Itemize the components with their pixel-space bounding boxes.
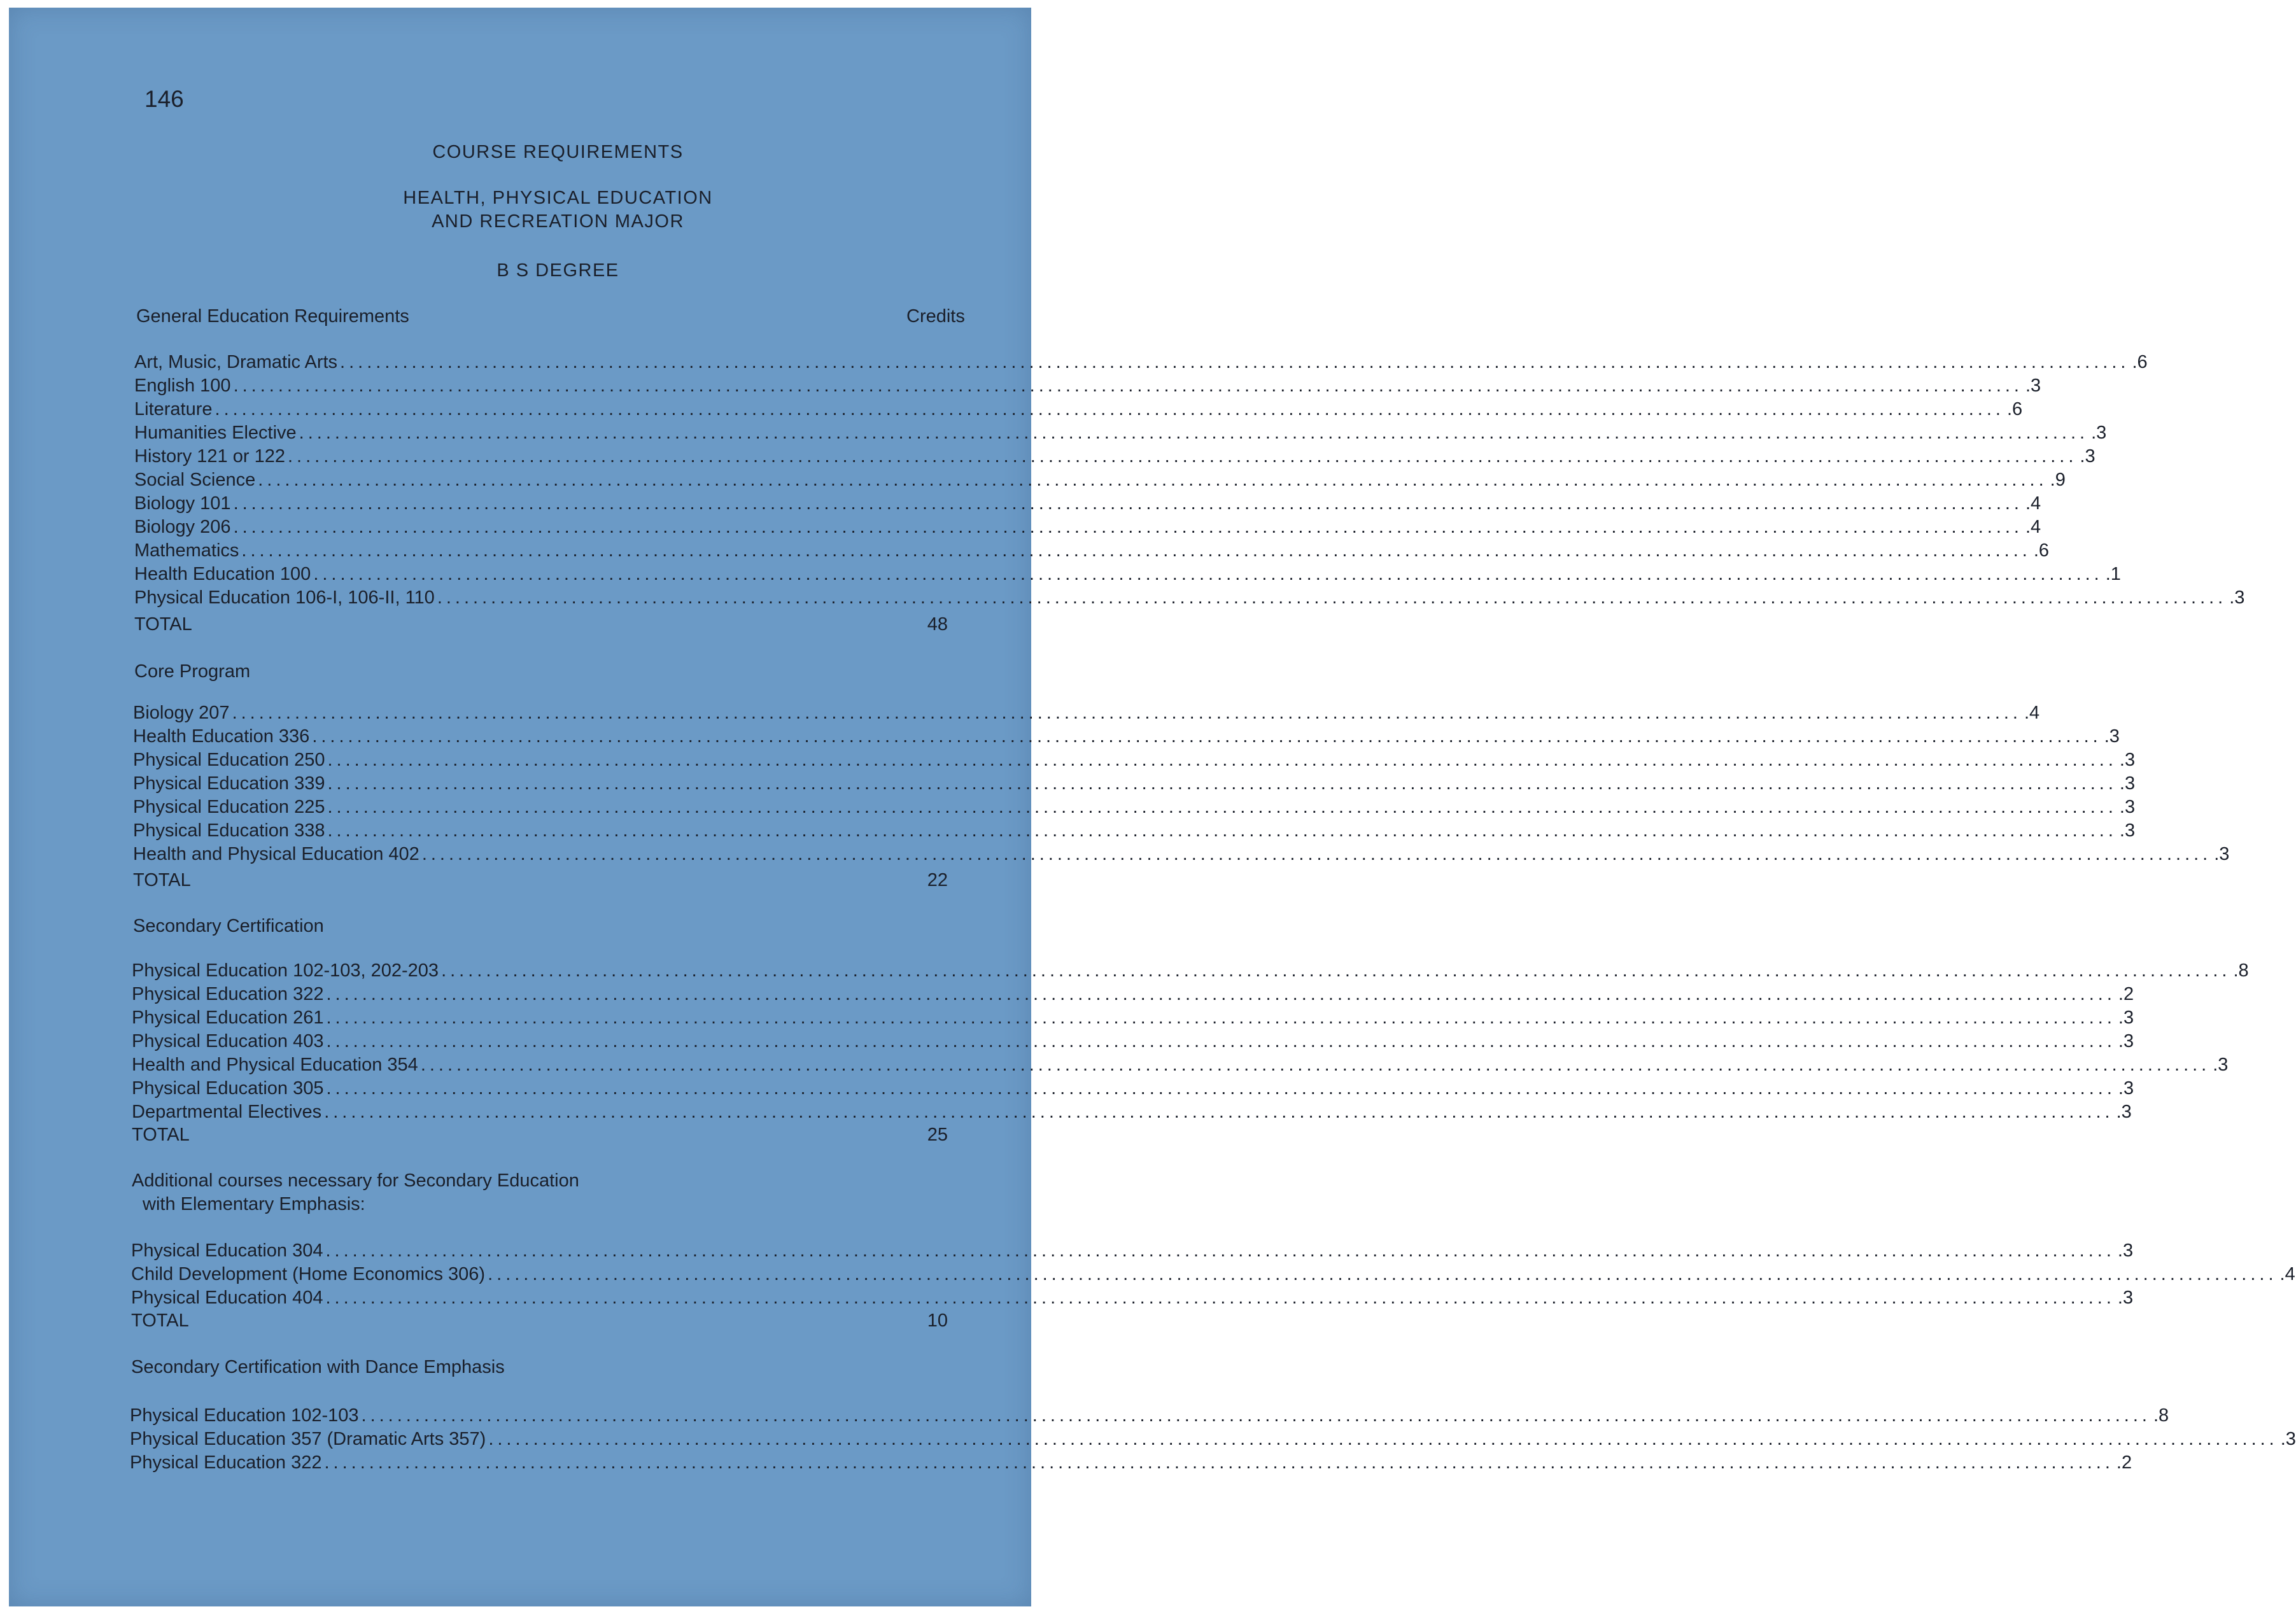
course-credits: .3 [2229,587,2245,608]
course-name: Physical Education 225 [133,797,325,817]
course-credits: .3 [2119,750,2136,770]
course-row [134,423,2107,446]
course-name: Physical Education 102-103 [130,1405,359,1426]
course-row [130,1405,2169,1429]
course-row [132,960,2249,984]
dot-leader: ........................................................................................................................................................................................................ [421,844,2212,864]
course-name: Physical Education 304 [131,1240,323,1261]
course-name: Physical Education 403 [132,1031,324,1051]
course-name: History 121 or 122 [134,446,285,467]
dot-leader: ........................................................................................................................................................................................................ [488,1264,2278,1284]
section-heading-dance-emphasis: Secondary Certification with Dance Emphasis [131,1357,505,1377]
dot-leader: ........................................................................................................................................................................................................ [327,750,2117,770]
course-name: Social Science [134,470,256,490]
secondary-certification-total [132,1125,948,1146]
course-row [134,446,2095,470]
course-name: Physical Education 338 [133,820,325,841]
course-name: Physical Education 322 [132,984,324,1004]
course-name: Art, Music, Dramatic Arts [134,352,338,372]
dot-leader: ........................................................................................................................................................................................................ [325,1288,2115,1308]
course-row [131,1264,2295,1288]
total-value: 10 [927,1310,948,1331]
course-row [132,984,2134,1008]
course-row [134,540,2050,564]
dot-leader: ........................................................................................................................................................................................................ [287,446,2078,467]
additional-courses-total [131,1310,948,1331]
dot-leader: ........................................................................................................................................................................................................ [437,587,2227,608]
dot-leader: ........................................................................................................................................................................................................ [327,773,2117,794]
course-credits: .3 [2119,797,2136,817]
dot-leader: ........................................................................................................................................................................................................ [340,352,2130,372]
course-name: Physical Education 250 [133,750,325,770]
course-name: Physical Education 322 [130,1452,322,1473]
course-row [132,1102,2132,1125]
dot-leader: ........................................................................................................................................................................................................ [324,1102,2114,1122]
course-credits: .3 [2213,1055,2229,1075]
course-credits: .6 [2006,399,2023,419]
dot-leader: ........................................................................................................................................................................................................ [233,493,2023,514]
course-credits: .3 [2080,446,2095,467]
dot-leader: ........................................................................................................................................................................................................ [327,797,2117,817]
course-name: Health and Physical Education 402 [133,844,419,864]
total-value: 22 [927,870,948,890]
document-page [9,8,2296,1606]
total-label: TOTAL [133,870,191,890]
core-program-total [133,870,948,891]
total-label: TOTAL [131,1310,189,1331]
course-name: Physical Education 106-I, 106-II, 110 [134,587,435,608]
total-value: 25 [927,1125,948,1145]
course-row [134,376,2041,399]
course-credits: .3 [2091,423,2107,443]
course-row [133,773,2136,797]
course-name: Biology 207 [133,703,230,723]
course-credits: .3 [2119,773,2136,794]
course-name: Physical Education 261 [132,1008,324,1028]
course-row [132,1008,2134,1031]
course-row [134,517,2041,540]
dot-leader: ........................................................................................................................................................................................................ [258,470,2048,490]
course-row [133,726,2120,750]
dot-leader: ........................................................................................................................................................................................................ [441,960,2231,981]
course-name: Mathematics [134,540,239,561]
course-row [133,820,2136,844]
course-row [133,797,2136,820]
course-credits: .8 [2233,960,2249,981]
general-education-total [134,614,948,635]
course-credits: .3 [2118,1078,2134,1099]
course-credits: .6 [2132,352,2148,372]
course-credits: .9 [2050,470,2066,490]
page-number: 146 [144,86,184,112]
course-credits: .4 [2024,703,2040,723]
total-label: TOTAL [132,1125,190,1145]
course-credits: .3 [2118,1008,2134,1028]
course-name: Health and Physical Education 354 [132,1055,418,1075]
course-row [134,587,2245,611]
course-credits: .8 [2153,1405,2169,1426]
section-heading-secondary-certification: Secondary Certification [133,916,324,936]
course-credits: .1 [2105,564,2121,584]
course-name: English 100 [134,376,231,396]
course-name: Biology 206 [134,517,231,537]
dot-leader: ........................................................................................................................................................................................................ [325,1240,2115,1261]
section-heading-core-program: Core Program [134,661,251,682]
subtitle-line-2: AND RECREATION MAJOR [432,211,684,232]
dot-leader: ........................................................................................................................................................................................................ [241,540,2031,561]
course-credits: .3 [2214,844,2230,864]
course-row [132,1078,2134,1102]
course-name: Physical Education 339 [133,773,325,794]
course-credits: .3 [2280,1429,2296,1449]
total-label: TOTAL [134,614,192,635]
course-credits: .6 [2033,540,2050,561]
course-row [134,399,2023,423]
dot-leader: ........................................................................................................................................................................................................ [299,423,2089,443]
course-name: Physical Education 305 [132,1078,324,1099]
total-value: 48 [927,614,948,635]
degree-heading: B S DEGREE [497,260,619,281]
dot-leader: ........................................................................................................................................................................................................ [313,564,2103,584]
course-name: Physical Education 102-103, 202-203 [132,960,439,981]
course-credits: .3 [2104,726,2120,747]
course-name: Health Education 336 [133,726,310,747]
course-row [134,564,2121,587]
course-row [134,470,2066,493]
course-credits: .3 [2119,820,2136,841]
dot-leader: ........................................................................................................................................................................................................ [326,1008,2116,1028]
course-credits: .4 [2025,517,2041,537]
course-name: Child Development (Home Economics 306) [131,1264,486,1284]
section-heading-additional-line-2: with Elementary Emphasis: [143,1194,365,1214]
course-name: Literature [134,399,213,419]
dot-leader: ........................................................................................................................................................................................................ [233,376,2023,396]
dot-leader: ........................................................................................................................................................................................................ [324,1452,2114,1473]
course-name: Physical Education 357 (Dramatic Arts 357) [130,1429,486,1449]
course-credits: .3 [2117,1240,2134,1261]
dot-leader: ........................................................................................................................................................................................................ [326,1078,2116,1099]
credits-column-header: Credits [906,306,965,327]
course-row [132,1031,2134,1055]
course-row [134,352,2148,376]
course-credits: .2 [2118,984,2134,1004]
subtitle-line-1: HEALTH, PHYSICAL EDUCATION [403,188,713,208]
course-credits: .4 [2279,1264,2295,1284]
course-row [133,750,2136,773]
dot-leader: ........................................................................................................................................................................................................ [326,1031,2116,1051]
dot-leader: ........................................................................................................................................................................................................ [420,1055,2211,1075]
section-heading-general-education: General Education Requirements [136,306,409,327]
course-row [133,703,2040,726]
dot-leader: ........................................................................................................................................................................................................ [361,1405,2151,1426]
course-row [130,1429,2296,1452]
page-title: COURSE REQUIREMENTS [432,142,684,162]
dot-leader: ........................................................................................................................................................................................................ [312,726,2102,747]
course-row [133,844,2230,868]
dot-leader: ........................................................................................................................................................................................................ [326,984,2116,1004]
course-credits: .3 [2116,1102,2132,1122]
dot-leader: ........................................................................................................................................................................................................ [215,399,2004,419]
course-row [131,1288,2134,1311]
course-credits: .3 [2117,1288,2134,1308]
course-name: Departmental Electives [132,1102,322,1122]
dot-leader: ........................................................................................................................................................................................................ [233,517,2023,537]
course-credits: .3 [2118,1031,2134,1051]
course-credits: .3 [2025,376,2041,396]
course-name: Humanities Elective [134,423,297,443]
course-credits: .4 [2025,493,2041,514]
course-name: Health Education 100 [134,564,311,584]
dot-leader: ........................................................................................................................................................................................................ [488,1429,2278,1449]
course-name: Biology 101 [134,493,231,514]
course-row [130,1452,2132,1476]
course-row [131,1240,2134,1264]
course-row [134,493,2041,517]
dot-leader: ........................................................................................................................................................................................................ [232,703,2022,723]
course-name: Physical Education 404 [131,1288,323,1308]
course-credits: .2 [2116,1452,2132,1473]
dot-leader: ........................................................................................................................................................................................................ [327,820,2117,841]
course-row [132,1055,2229,1078]
section-heading-additional-line-1: Additional courses necessary for Secondary Education [132,1170,579,1191]
